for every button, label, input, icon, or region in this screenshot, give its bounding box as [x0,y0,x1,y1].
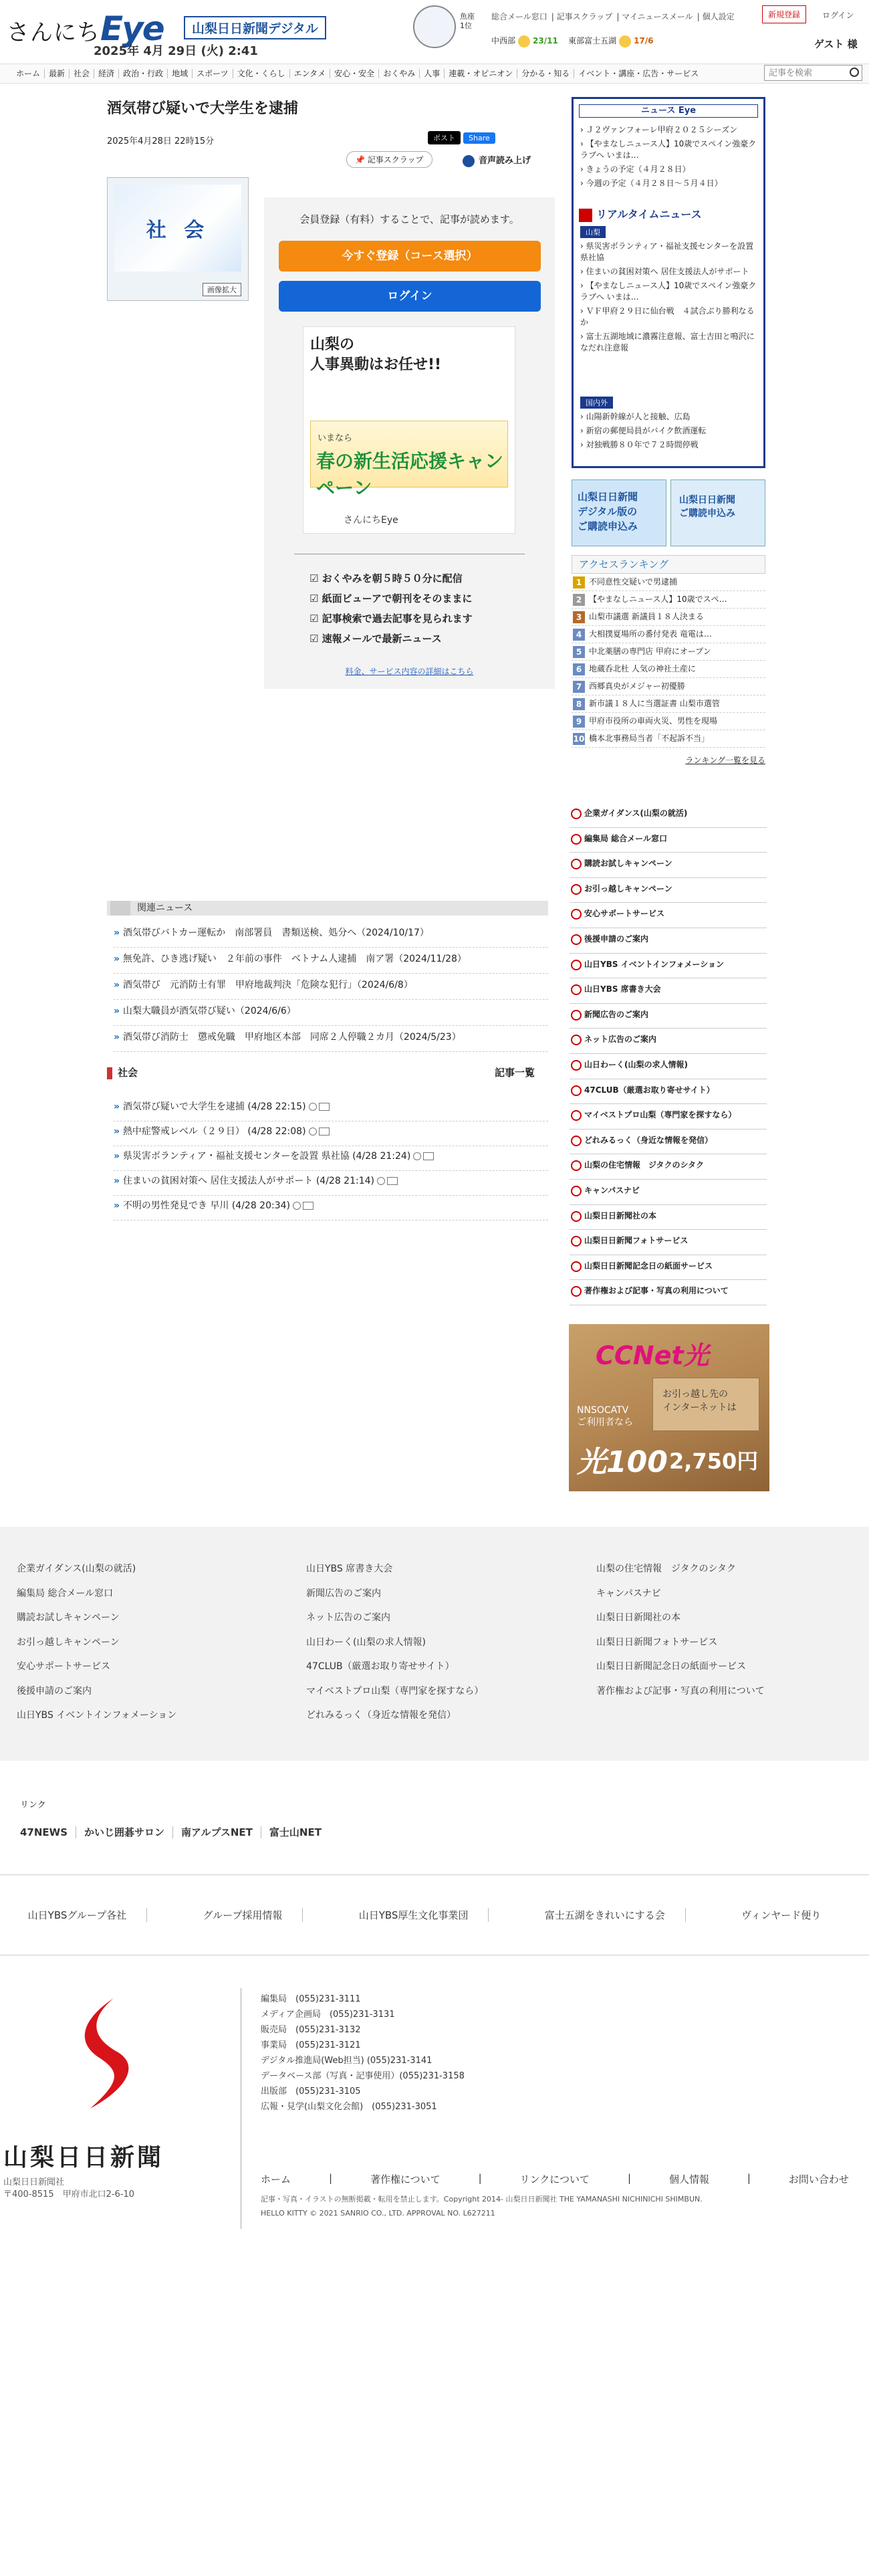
link-settings[interactable]: 個人設定 [702,12,735,21]
search-input[interactable] [765,66,844,80]
list-item[interactable]: » 酒気帯びバトカー運転か 南部署員 書類送検、処分へ（2024/10/17） [114,922,548,948]
nav-society[interactable]: 社会 [70,69,94,78]
partner-link[interactable]: 47NEWS [20,1826,76,1838]
ranking-item[interactable]: 9 甲府市役所の車両火災、男性を現場 [572,713,765,730]
nav-entertainment[interactable]: エンタメ [290,69,331,78]
current-date: 2025年 4月 29日 (火) 2:41 [94,44,258,58]
nav-politics[interactable]: 政治・行政 [119,69,168,78]
tag-yamanashi: 山梨 [580,226,606,238]
footer-col-3: 山梨の住宅情報 ジタクのシタク キャンパスナビ 山梨日日新聞社の本 山梨日日新聞フォトサービス 山梨日日新聞記念日の紙面サービス 著作権および記事・写真の利用について [596,1564,765,1697]
service-link[interactable]: どれみるっく（身近な情報を発信） [570,1130,767,1155]
photo-icon [303,1202,314,1210]
service-link[interactable]: 山日わーく(山梨の求人情報) [570,1054,767,1079]
article-title: 酒気帯び疑いで大学生を逮捕 [107,100,299,117]
company-logo-text: 山梨日日新聞 [3,2143,164,2171]
members-icon [293,1202,301,1210]
service-link[interactable]: 山梨日日新聞記念日の紙面サービス [570,1255,767,1281]
footer-nav: ホーム | 著作権について | リンクについて | 個人情報 | お問い合わせ [261,2172,849,2185]
realtime-title: リアルタイムニュース [579,206,702,222]
register-button[interactable]: 新規登録 [762,5,806,23]
society-header: 社会 記事一覧 [107,1065,548,1081]
service-link[interactable]: ネット広告のご案内 [570,1029,767,1054]
group-link[interactable]: 山日YBS厚生文化事業団 [359,1908,489,1922]
related-news-list [114,922,548,1052]
service-link[interactable]: 山梨日日新聞社の本 [570,1205,767,1230]
copyright-text: 記事・写真・イラストの無断掲載・転用を禁止します。Copyright 2014- 山梨日日新聞社 THE YAMANASHI NICHINICHI SHIMBUN. HELLO KITTY © 2021 SANRIO CO., LTD. APPROVAL NO. L627211 [261,2195,703,2218]
nav-opinion[interactable]: 連載・オピニオン [445,69,517,78]
list-item[interactable]: » 住まいの貧困対策へ 居住支援法人がサポート (4/28 21:14) [114,1171,548,1196]
enlarge-button[interactable]: 画像拡大 [203,283,241,296]
service-link[interactable]: 著作権および記事・写真の利用について [570,1280,767,1305]
group-link[interactable]: グループ採用情報 [203,1908,303,1922]
group-link[interactable]: ヴィンヤード便り [741,1909,822,1921]
login-link[interactable]: ログイン [822,11,854,20]
voice-read-button[interactable]: 音声読み上げ [463,153,531,167]
footer-nav-privacy[interactable]: 個人情報 [668,2173,709,2185]
footer-partner-links [0,1761,869,1874]
list-item[interactable]: » 酒気帯び消防士 懲戒免職 甲府地区本部 同席２人停職２カ月（2024/5/23） [114,1026,548,1052]
ranking-item[interactable]: 7 西郷真央がメジャー初優勝 [572,678,765,695]
nav-obituary[interactable]: おくやみ [379,69,420,78]
subscribe-button[interactable]: 今すぐ登録（コース選択） [279,241,541,272]
nav-economy[interactable]: 経済 [94,69,119,78]
group-link[interactable]: 富士五湖をきれいにする会 [545,1908,686,1922]
top-links: 総合メール窓口 | 記事スクラップ | マイニュースメール | 個人設定 [491,12,735,21]
ranking-item[interactable]: 1 不同意性交疑いで男逮捕 [572,574,765,591]
photo-icon [387,1177,398,1185]
news-eye-title: ニュース Eye [579,104,758,118]
ranking-more-link[interactable]: ランキング一覧を見る [685,756,765,765]
news-eye-box [572,97,765,468]
tag-domestic: 国内外 [580,397,613,409]
nav-latest[interactable]: 最新 [45,69,70,78]
nav-personnel[interactable]: 人事 [420,69,445,78]
service-link[interactable]: 企業ガイダンス(山梨の就活) [570,802,767,828]
sun-icon [619,35,631,47]
paywall [264,197,555,689]
sun-icon [518,35,530,47]
service-link[interactable]: 47CLUB（厳選お取り寄せサイト） [570,1079,767,1105]
footer-col-2: 山日YBS 席書き大会 新聞広告のご案内 ネット広告のご案内 山日わーく(山梨の求人情報) 47CLUB（厳選お取り寄せサイト） マイベストプロ山梨（専門家を探すなら） どれみるっく（身近な情報を発信） [306,1564,484,1721]
photo-icon [423,1152,434,1160]
pricing-link[interactable]: 料金、サービス内容の詳細はこちら [345,667,474,676]
news-eye-list: › Ｊ２ヴァンフォーレ甲府２０２５シーズン › 【やまなしニュース人】10歳でスペイン強豪クラブへ いまは… › きょうの予定（４月２８日） › 今週の予定（４月２８日～５月４日） [580,124,759,192]
nav-home[interactable]: ホーム [12,69,45,78]
service-link[interactable]: マイベストプロ山梨（専門家を探すなら） [570,1104,767,1130]
weather-row: 中西部 23/11 東部富士五湖 17/6 [491,35,654,47]
partner-link[interactable]: かいじ囲碁サロン [84,1826,173,1838]
all-articles-link[interactable]: 記事一覧 [494,1067,535,1079]
scrap-button[interactable]: 📌 記事スクラップ [346,151,432,168]
link-heading: リンク [20,1800,46,1810]
footer-nav-contact[interactable]: お問い合わせ [788,2173,849,2185]
ranking-item[interactable]: 6 地蔵呑北杜 人気の神社土産に [572,661,765,678]
service-link[interactable]: お引っ越しキャンペーン [570,878,767,903]
service-link[interactable]: 山日YBS 席書き大会 [570,978,767,1004]
service-link[interactable]: 新聞広告のご案内 [570,1004,767,1029]
service-link[interactable]: 山日YBS イベントインフォメーション [570,954,767,979]
paywall-login-button[interactable]: ログイン [279,281,541,312]
brand-label: 山梨日日新聞デジタル [184,16,326,39]
search-icon[interactable] [850,68,859,77]
search-box [764,65,862,81]
partner-link[interactable]: 富士山NET [269,1826,322,1838]
members-icon [309,1128,317,1136]
ad-banner[interactable]: CCNet光 お引っ越し先の インターネットは NNSOCATV ご利用者なら 光100 2,750円 [569,1324,769,1491]
contact-phones: 編集局 (055)231-3111 メディア企画局 (055)231-3131 販売局 (055)231-3132 事業局 (055)231-3121 デジタル推進局(Web担当) (055)231-3141 データベース部（写真・記事使用）(055)231-3158 出版部 (055)231-3105 広報・見学(山梨文化会館) (055)231-3051 [261,1994,465,2112]
article-date: 2025年4月28日 22時15分 [107,136,215,146]
ranking-item[interactable]: 4 大相撲夏場所の番付発表 竜電は… [572,626,765,643]
service-link[interactable]: 山梨の住宅情報 ジタクのシタク [570,1154,767,1180]
service-link[interactable]: キャンパスナビ [570,1180,767,1205]
access-ranking [572,555,765,766]
footer-group-links [0,1874,869,1955]
service-link[interactable]: 山梨日日新聞フォトサービス [570,1230,767,1255]
footer-company [0,1955,869,2236]
ranking-item[interactable]: 5 中北薬膳の専門店 甲府にオープン [572,643,765,661]
ranking-item[interactable]: 3 山梨市議選 新議員１８人決まる [572,609,765,626]
ranking-item[interactable]: 8 新市議１８人に当選証書 山梨市選管 [572,695,765,713]
nav-events[interactable]: イベント・講座・広告・サービス [578,69,699,78]
members-icon [377,1177,385,1185]
play-icon [463,155,475,167]
subscribe-banners [572,479,765,546]
guest-label: ゲスト 様 [814,38,858,50]
members-icon [413,1152,421,1160]
paywall-message: 会員登録（有料）することで、記事が読めます。 [299,213,519,225]
footer-nav-copyright[interactable]: 著作権について [370,2173,441,2185]
digital-subscribe-banner[interactable]: 山梨日日新聞 デジタル版の ご購読申込み [572,479,666,546]
service-link[interactable]: 購読お試しキャンペーン [570,853,767,878]
list-item[interactable]: » 県災害ボランティア・福祉支援センターを設置 県社協 (4/28 21:24) [114,1146,548,1171]
promo-banner[interactable]: 山梨の 人事異動はお任せ!! いまなら 春の新生活応援キャンペーン さんにちEye [303,326,515,534]
list-item[interactable]: » 熱中症警戒レベル（２９日） (4/28 22:08) [114,1121,548,1146]
nav-sports[interactable]: スポーツ [193,69,233,78]
footer-nav-links[interactable]: リンクについて [519,2173,590,2185]
horoscope-icon[interactable] [413,5,456,48]
nav-learn[interactable]: 分かる・知る [517,69,574,78]
domestic-list: › 山陽新幹線が人と接触、広島 › 新宿の郵便局員がバイク飲酒運転 › 対独戦勝８０年で７２時間停戦 [580,411,759,453]
ranking-item[interactable]: 10 橋本北事務局当者「不起訴不当」 [572,730,765,748]
members-icon [309,1103,317,1111]
service-link[interactable]: 後援申請のご案内 [570,928,767,954]
fb-share-button[interactable]: Share [463,132,495,144]
site-header [0,0,869,64]
category-image[interactable] [107,177,249,301]
logo-eye: Eye [100,9,164,48]
footer-links [0,1527,869,1761]
photo-icon [319,1103,330,1111]
realtime-list: › 県災害ボランティア・福祉支援センターを設置 県社協 › 住まいの貧困対策へ 居住支援法人がサポート › 【やまなしニュース人】10歳でスペイン強豪クラブへ いまは… › ＶＦ甲府２９日に仙台戦 ４試合ぶり勝利なるか › 富士五湖地域に濃霧注意報、富士吉田と鳴沢になだれ注意報 [580,241,759,356]
realtime-icon [579,209,592,222]
footer-nav-home[interactable]: ホーム [261,2173,291,2185]
logo-text: さんにち [7,19,100,46]
list-item[interactable]: » 酒気帯び疑いで大学生を逮捕 (4/28 22:15) [114,1097,548,1121]
nav-safety[interactable]: 安心・安全 [330,69,379,78]
x-post-button[interactable]: ポスト [428,131,461,144]
ranking-item[interactable]: 2 【やまなしニュース人】10歳でスペ… [572,591,765,609]
horoscope-label: 魚座 1位 [460,12,475,30]
service-link[interactable]: 編集局 総合メール窓口 [570,828,767,853]
category-label: 社 会 [114,185,241,272]
list-item[interactable]: » 無免許、ひき逃げ疑い ２年前の事件 ベトナム人逮捕 南ア署（2024/11/28） [114,948,548,974]
ranking-title: アクセスランキング [572,555,765,574]
company-address: 山梨日日新聞社 〒400-8515 甲府市北口2-6-10 [3,2177,135,2199]
partner-link[interactable]: 南アルプスNET [181,1826,261,1838]
list-item[interactable]: » 酒気帯び 元消防士有罪 甲府地裁判決「危険な犯行」（2024/6/8） [114,974,548,1000]
list-item[interactable]: » 不明の男性発見でき 早川 (4/28 20:34) [114,1196,548,1220]
service-links [570,802,767,1305]
footer-col-1: 企業ガイダンス(山梨の就活) 編集局 総合メール窓口 購読お試しキャンペーン お引っ越しキャンペーン 安心サポートサービス 後援申請のご案内 山日YBS イベントインフォメーション [17,1564,177,1721]
society-list [114,1097,548,1220]
share-buttons [428,131,495,144]
main-nav [0,64,869,84]
photo-icon [319,1128,330,1136]
company-logo-mark [53,1995,160,2115]
group-link[interactable]: 山日YBSグループ各社 [28,1908,148,1922]
link-scrap[interactable]: 記事スクラップ [556,12,613,21]
link-mail[interactable]: 総合メール窓口 [491,12,547,21]
service-link[interactable]: 安心サポートサービス [570,903,767,928]
related-news-header: 関連ニュース [107,901,548,916]
link-mynews[interactable]: マイニュースメール [622,12,693,21]
list-item[interactable]: » 山梨大職員が酒気帯び疑い（2024/6/6） [114,1000,548,1026]
paper-subscribe-banner[interactable]: 山梨日日新聞 ご購読申込み [670,479,765,546]
feature-list: ☑ おくやみを朝５時５０分に配信 ☑ 紙面ビューアで朝刊をそのままに ☑ 記事検索で過去記事を見られます ☑ 速報メールで最新ニュース [309,568,473,649]
nav-culture[interactable]: 文化・くらし [233,69,290,78]
nav-local[interactable]: 地域 [168,69,193,78]
